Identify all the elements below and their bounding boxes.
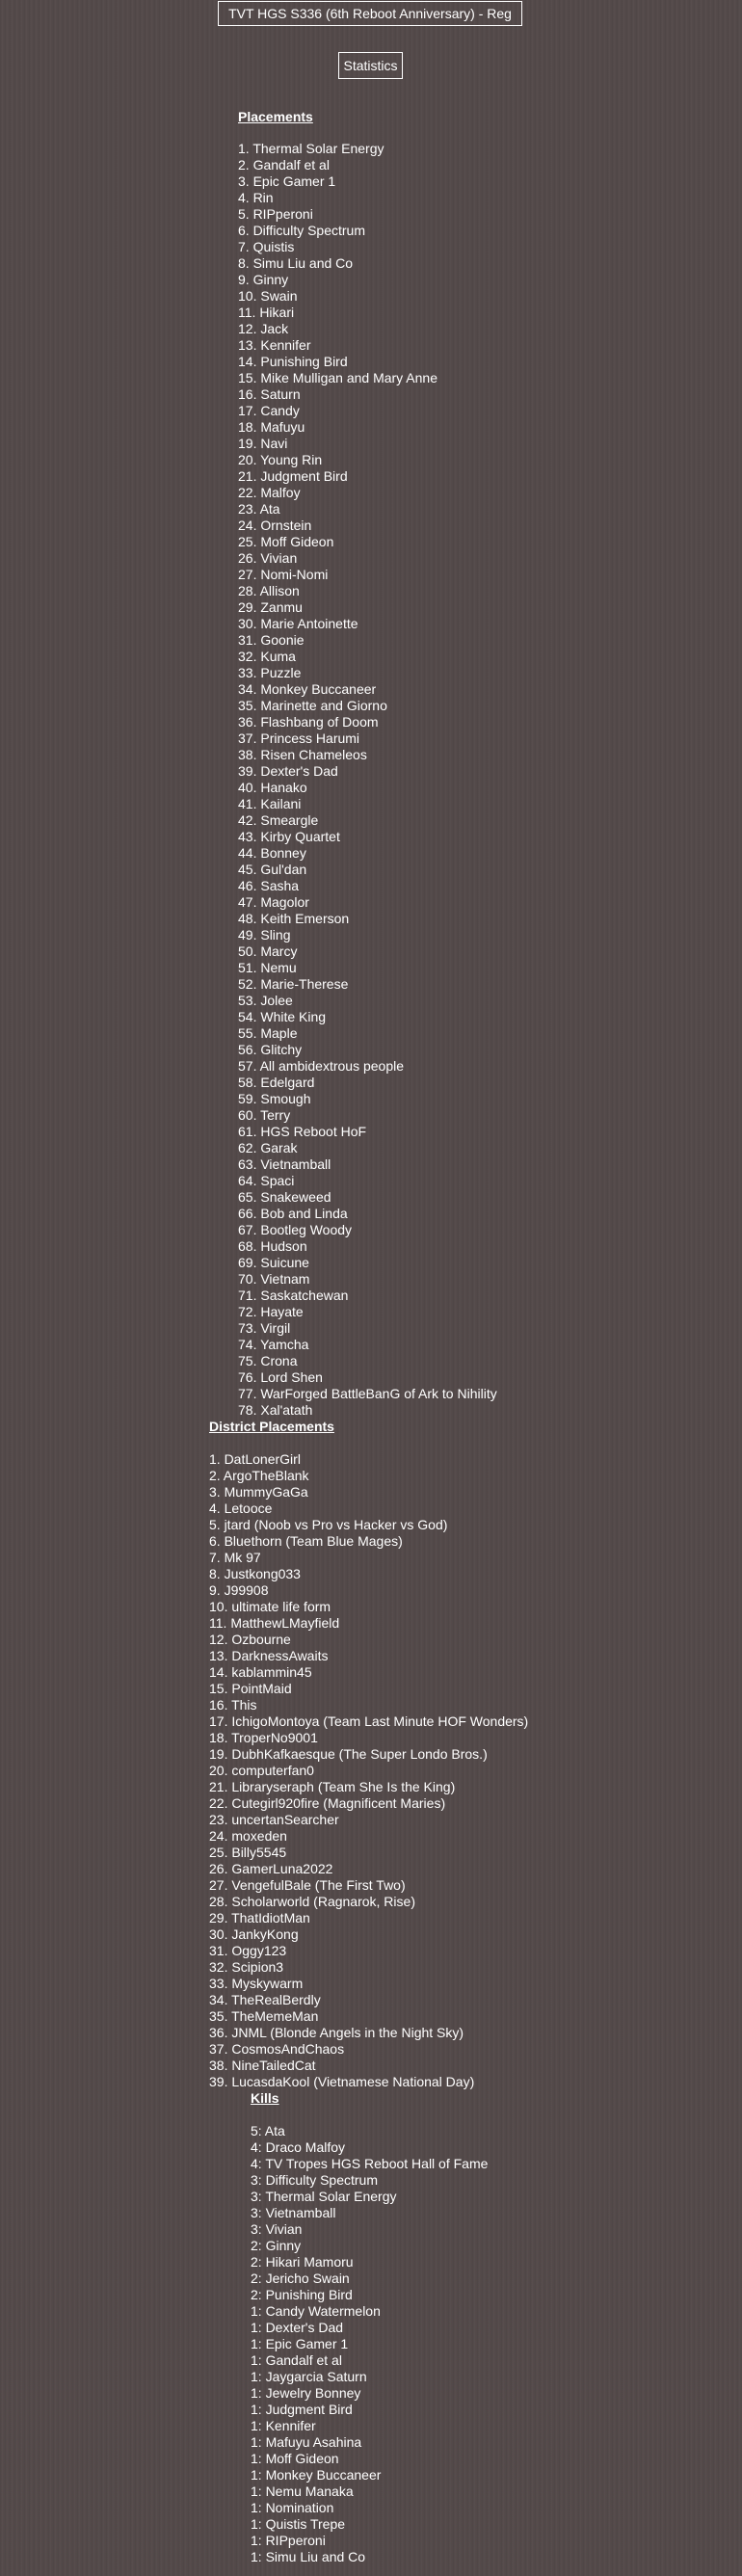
district-placement-item: 27. VengefulBale (The First Two) (209, 1877, 406, 1893)
kill-item: 4: TV Tropes HGS Reboot Hall of Fame (251, 2156, 489, 2171)
placement-item: 70. Vietnam (238, 1271, 310, 1287)
placement-item: 73. Virgil (238, 1320, 291, 1336)
placement-item: 60. Terry (238, 1107, 291, 1123)
placement-item: 56. Glitchy (238, 1042, 303, 1057)
kill-item: 1: Dexter's Dad (251, 2320, 344, 2335)
placement-item: 34. Monkey Buccaneer (238, 681, 377, 697)
kill-item: 2: Hikari Mamoru (251, 2254, 354, 2270)
kill-item: 3: Vietnamball (251, 2205, 336, 2220)
placement-item: 26. Vivian (238, 550, 298, 566)
kill-item: 1: Nemu Manaka (251, 2483, 354, 2499)
placement-item: 48. Keith Emerson (238, 911, 350, 926)
district-placement-item: 22. Cutegirl920fire (Magnificent Maries) (209, 1795, 446, 1811)
district-placement-item: 5. jtard (Noob vs Pro vs Hacker vs God) (209, 1517, 448, 1532)
placement-item: 5. RIPperoni (238, 206, 313, 222)
placement-item: 62. Garak (238, 1140, 298, 1155)
placement-item: 17. Candy (238, 403, 300, 418)
placement-item: 69. Suicune (238, 1255, 309, 1270)
kill-item: 1: Moff Gideon (251, 2451, 339, 2466)
placement-item: 57. All ambidextrous people (238, 1058, 404, 1074)
kill-item: 1: RIPperoni (251, 2533, 326, 2548)
placement-item: 78. Xal'atath (238, 1402, 313, 1418)
district-placement-item: 33. Myskywarm (209, 1976, 304, 1991)
district-placement-item: 19. DubhKafkaesque (The Super Londo Bros.) (209, 1746, 488, 1762)
placement-item: 28. Allison (238, 583, 300, 598)
placement-item: 22. Malfoy (238, 485, 301, 500)
kill-item: 1: Nomination (251, 2500, 334, 2515)
kill-item: 2: Ginny (251, 2238, 302, 2253)
placement-item: 27. Nomi-Nomi (238, 567, 329, 582)
district-placement-item: 17. IchigoMontoya (Team Last Minute HOF Wonders) (209, 1713, 529, 1729)
kill-item: 1: Quistis Trepe (251, 2516, 346, 2532)
placement-item: 74. Yamcha (238, 1337, 309, 1352)
placement-item: 15. Mike Mulligan and Mary Anne (238, 370, 437, 385)
statistics-button[interactable]: Statistics (338, 52, 403, 79)
placement-item: 3. Epic Gamer 1 (238, 173, 336, 189)
placement-item: 21. Judgment Bird (238, 468, 348, 484)
district-placement-item: 20. computerfan0 (209, 1763, 314, 1778)
placement-item: 50. Marcy (238, 943, 298, 959)
kill-item: 4: Draco Malfoy (251, 2139, 346, 2155)
placement-item: 40. Hanako (238, 780, 307, 795)
district-placement-item: 37. CosmosAndChaos (209, 2041, 345, 2057)
placement-item: 36. Flashbang of Doom (238, 714, 379, 730)
kill-item: 1: Mafuyu Asahina (251, 2434, 362, 2450)
district-placement-item: 24. moxeden (209, 1828, 287, 1844)
placement-item: 55. Maple (238, 1025, 298, 1041)
district-placement-item: 8. Justkong033 (209, 1566, 301, 1581)
placement-item: 12. Jack (238, 321, 289, 336)
placements-list (238, 141, 497, 1419)
placement-item: 53. Jolee (238, 993, 293, 1008)
district-placement-item: 10. ultimate life form (209, 1599, 331, 1614)
kill-item: 3: Thermal Solar Energy (251, 2189, 397, 2204)
placement-item: 64. Spaci (238, 1173, 295, 1188)
placement-item: 51. Nemu (238, 960, 297, 975)
placement-item: 58. Edelgard (238, 1075, 315, 1090)
placement-item: 24. Ornstein (238, 518, 312, 533)
district-placement-item: 11. MatthewLMayfield (209, 1615, 340, 1631)
district-placement-item: 34. TheRealBerdly (209, 1992, 321, 2007)
district-placements-heading: District Placements (209, 1419, 334, 1434)
page-title: TVT HGS S336 (6th Reboot Anniversary) - Reg (218, 1, 522, 26)
district-placement-item: 4. Letooce (209, 1500, 273, 1516)
district-placement-item: 31. Oggy123 (209, 1943, 287, 1958)
district-placement-item: 26. GamerLuna2022 (209, 1861, 333, 1876)
placement-item: 9. Ginny (238, 272, 289, 287)
district-placement-item: 1. DatLonerGirl (209, 1451, 301, 1467)
placement-item: 75. Crona (238, 1353, 298, 1368)
placement-item: 65. Snakeweed (238, 1189, 331, 1205)
district-placement-item: 3. MummyGaGa (209, 1484, 308, 1500)
placement-item: 71. Saskatchewan (238, 1288, 349, 1303)
placement-item: 66. Bob and Linda (238, 1206, 348, 1221)
district-placement-item: 18. TroperNo9001 (209, 1730, 318, 1745)
placement-item: 4. Rin (238, 190, 274, 205)
placement-item: 46. Sasha (238, 878, 300, 893)
placement-item: 18. Mafuyu (238, 419, 305, 435)
kill-item: 1: Epic Gamer 1 (251, 2336, 349, 2351)
district-placement-item: 6. Bluethorn (Team Blue Mages) (209, 1533, 403, 1549)
kill-item: 1: Judgment Bird (251, 2402, 353, 2417)
district-placement-item: 12. Ozbourne (209, 1632, 291, 1647)
kill-item: 3: Difficulty Spectrum (251, 2172, 379, 2188)
placement-item: 8. Simu Liu and Co (238, 255, 354, 271)
placement-item: 6. Difficulty Spectrum (238, 223, 366, 238)
district-placement-item: 9. J99908 (209, 1582, 269, 1598)
district-placement-item: 39. LucasdaKool (Vietnamese National Day) (209, 2074, 475, 2089)
district-placement-item: 30. JankyKong (209, 1926, 299, 1942)
kill-item: 1: Jaygarcia Saturn (251, 2369, 367, 2384)
placement-item: 16. Saturn (238, 386, 301, 402)
placement-item: 47. Magolor (238, 894, 309, 910)
kill-item: 1: Jewelry Bonney (251, 2385, 361, 2401)
kill-item: 1: Simu Liu and Co (251, 2549, 366, 2564)
placement-item: 13. Kennifer (238, 337, 311, 353)
placement-item: 23. Ata (238, 501, 280, 517)
kill-item: 1: Kennifer (251, 2418, 316, 2433)
placement-item: 59. Smough (238, 1091, 311, 1106)
placement-item: 63. Vietnamball (238, 1156, 331, 1172)
kill-item: 1: Candy Watermelon (251, 2303, 381, 2319)
placement-item: 68. Hudson (238, 1238, 307, 1254)
placement-item: 61. HGS Reboot HoF (238, 1124, 367, 1139)
district-placement-item: 32. Scipion3 (209, 1959, 284, 1975)
placement-item: 76. Lord Shen (238, 1369, 323, 1385)
placement-item: 77. WarForged BattleBanG of Ark to Nihility (238, 1386, 497, 1401)
kill-item: 1: Gandalf et al (251, 2352, 342, 2368)
placement-item: 29. Zanmu (238, 599, 303, 615)
district-placement-item: 15. PointMaid (209, 1681, 292, 1696)
placement-item: 37. Princess Harumi (238, 730, 360, 746)
placements-heading: Placements (238, 109, 313, 124)
placement-item: 11. Hikari (238, 305, 295, 320)
placement-item: 30. Marie Antoinette (238, 616, 358, 631)
placement-item: 38. Risen Chameleos (238, 747, 367, 762)
placement-item: 67. Bootleg Woody (238, 1222, 353, 1237)
placement-item: 19. Navi (238, 436, 288, 451)
placement-item: 54. White King (238, 1009, 327, 1024)
placement-item: 43. Kirby Quartet (238, 829, 340, 844)
placement-item: 45. Gul'dan (238, 862, 307, 877)
district-placement-item: 14. kablammin45 (209, 1664, 312, 1680)
placement-item: 2. Gandalf et al (238, 157, 330, 173)
district-placement-item: 36. JNML (Blonde Angels in the Night Sky) (209, 2025, 464, 2040)
placement-item: 10. Swain (238, 288, 298, 304)
placement-item: 52. Marie-Therese (238, 976, 349, 992)
district-placement-item: 16. This (209, 1697, 257, 1713)
district-placement-item: 23. uncertanSearcher (209, 1812, 339, 1827)
placement-item: 20. Young Rin (238, 452, 323, 467)
kill-item: 1: Monkey Buccaneer (251, 2467, 382, 2483)
placement-item: 35. Marinette and Giorno (238, 698, 387, 713)
district-placement-item: 25. Billy5545 (209, 1845, 287, 1860)
placement-item: 14. Punishing Bird (238, 354, 348, 369)
district-placement-item: 28. Scholarworld (Ragnarok, Rise) (209, 1894, 415, 1909)
placement-item: 25. Moff Gideon (238, 534, 334, 549)
kills-list (251, 2123, 488, 2565)
kill-item: 3: Vivian (251, 2221, 303, 2237)
placement-item: 41. Kailani (238, 796, 302, 811)
kills-heading: Kills (251, 2090, 279, 2106)
district-placement-item: 2. ArgoTheBlank (209, 1468, 309, 1483)
district-placement-item: 7. Mk 97 (209, 1550, 261, 1565)
placement-item: 39. Dexter's Dad (238, 763, 338, 779)
placement-item: 72. Hayate (238, 1304, 304, 1319)
placement-item: 42. Smeargle (238, 812, 319, 828)
kill-item: 5: Ata (251, 2123, 285, 2138)
district-placement-item: 35. TheMemeMan (209, 2008, 319, 2024)
kill-item: 2: Punishing Bird (251, 2287, 353, 2302)
kill-item: 2: Jericho Swain (251, 2271, 350, 2286)
district-placements-list (209, 1451, 528, 2090)
placement-item: 32. Kuma (238, 649, 296, 664)
district-placement-item: 13. DarknessAwaits (209, 1648, 329, 1663)
placement-item: 1. Thermal Solar Energy (238, 141, 384, 156)
district-placement-item: 38. NineTailedCat (209, 2058, 316, 2073)
placement-item: 49. Sling (238, 927, 291, 943)
district-placement-item: 21. Libraryseraph (Team She Is the King) (209, 1779, 456, 1794)
placement-item: 31. Goonie (238, 632, 305, 648)
district-placement-item: 29. ThatIdiotMan (209, 1910, 310, 1925)
placement-item: 7. Quistis (238, 239, 295, 254)
placement-item: 44. Bonney (238, 845, 306, 861)
placement-item: 33. Puzzle (238, 665, 302, 680)
